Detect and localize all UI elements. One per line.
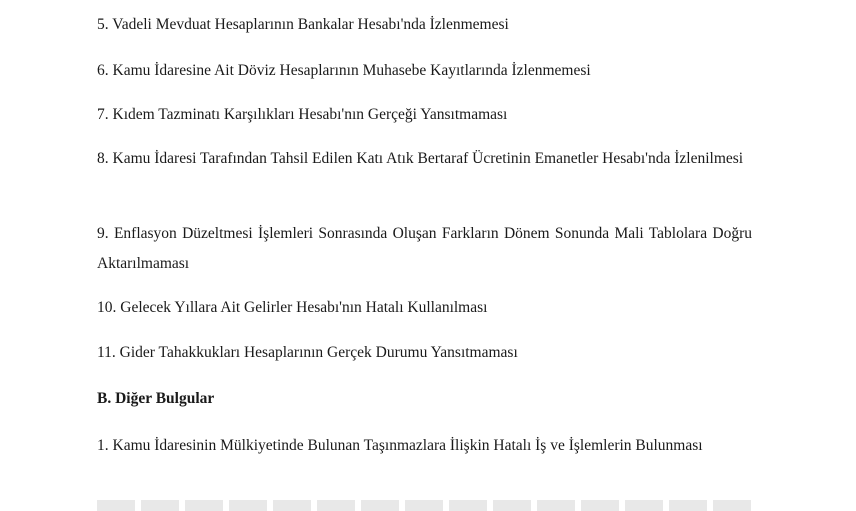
- finding-item-6: 6. Kamu İdaresine Ait Döviz Hesaplarının Muhasebe Kayıtlarında İzlenmemesi: [97, 62, 591, 79]
- finding-item-11: 11. Gider Tahakkukları Hesaplarının Gerçek Durumu Yansıtmaması: [97, 344, 518, 361]
- other-finding-item-1: 1. Kamu İdaresinin Mülkiyetinde Bulunan Taşınmazlara İlişkin Hatalı İş ve İşlemlerin Bulunması: [97, 437, 703, 454]
- finding-item-10: 10. Gelecek Yıllara Ait Gelirler Hesabı'nın Hatalı Kullanılması: [97, 299, 488, 316]
- finding-item-9: 9. Enflasyon Düzeltmesi İşlemleri Sonrasında Oluşan Farkların Dönem Sonunda Mali Tablolara Doğru Aktarılmaması: [97, 225, 752, 272]
- finding-item-5: 5. Vadeli Mevduat Hesaplarının Bankalar Hesabı'nda İzlenmemesi: [97, 16, 509, 33]
- cut-off-line: [97, 500, 752, 511]
- finding-item-8: 8. Kamu İdaresi Tarafından Tahsil Edilen Katı Atık Bertaraf Ücretinin Emanetler Hesabı'nda İzlenilmesi: [97, 150, 744, 167]
- finding-item-7: 7. Kıdem Tazminatı Karşılıkları Hesabı'nın Gerçeği Yansıtmaması: [97, 106, 508, 123]
- section-heading: B. Diğer Bulgular: [97, 390, 215, 407]
